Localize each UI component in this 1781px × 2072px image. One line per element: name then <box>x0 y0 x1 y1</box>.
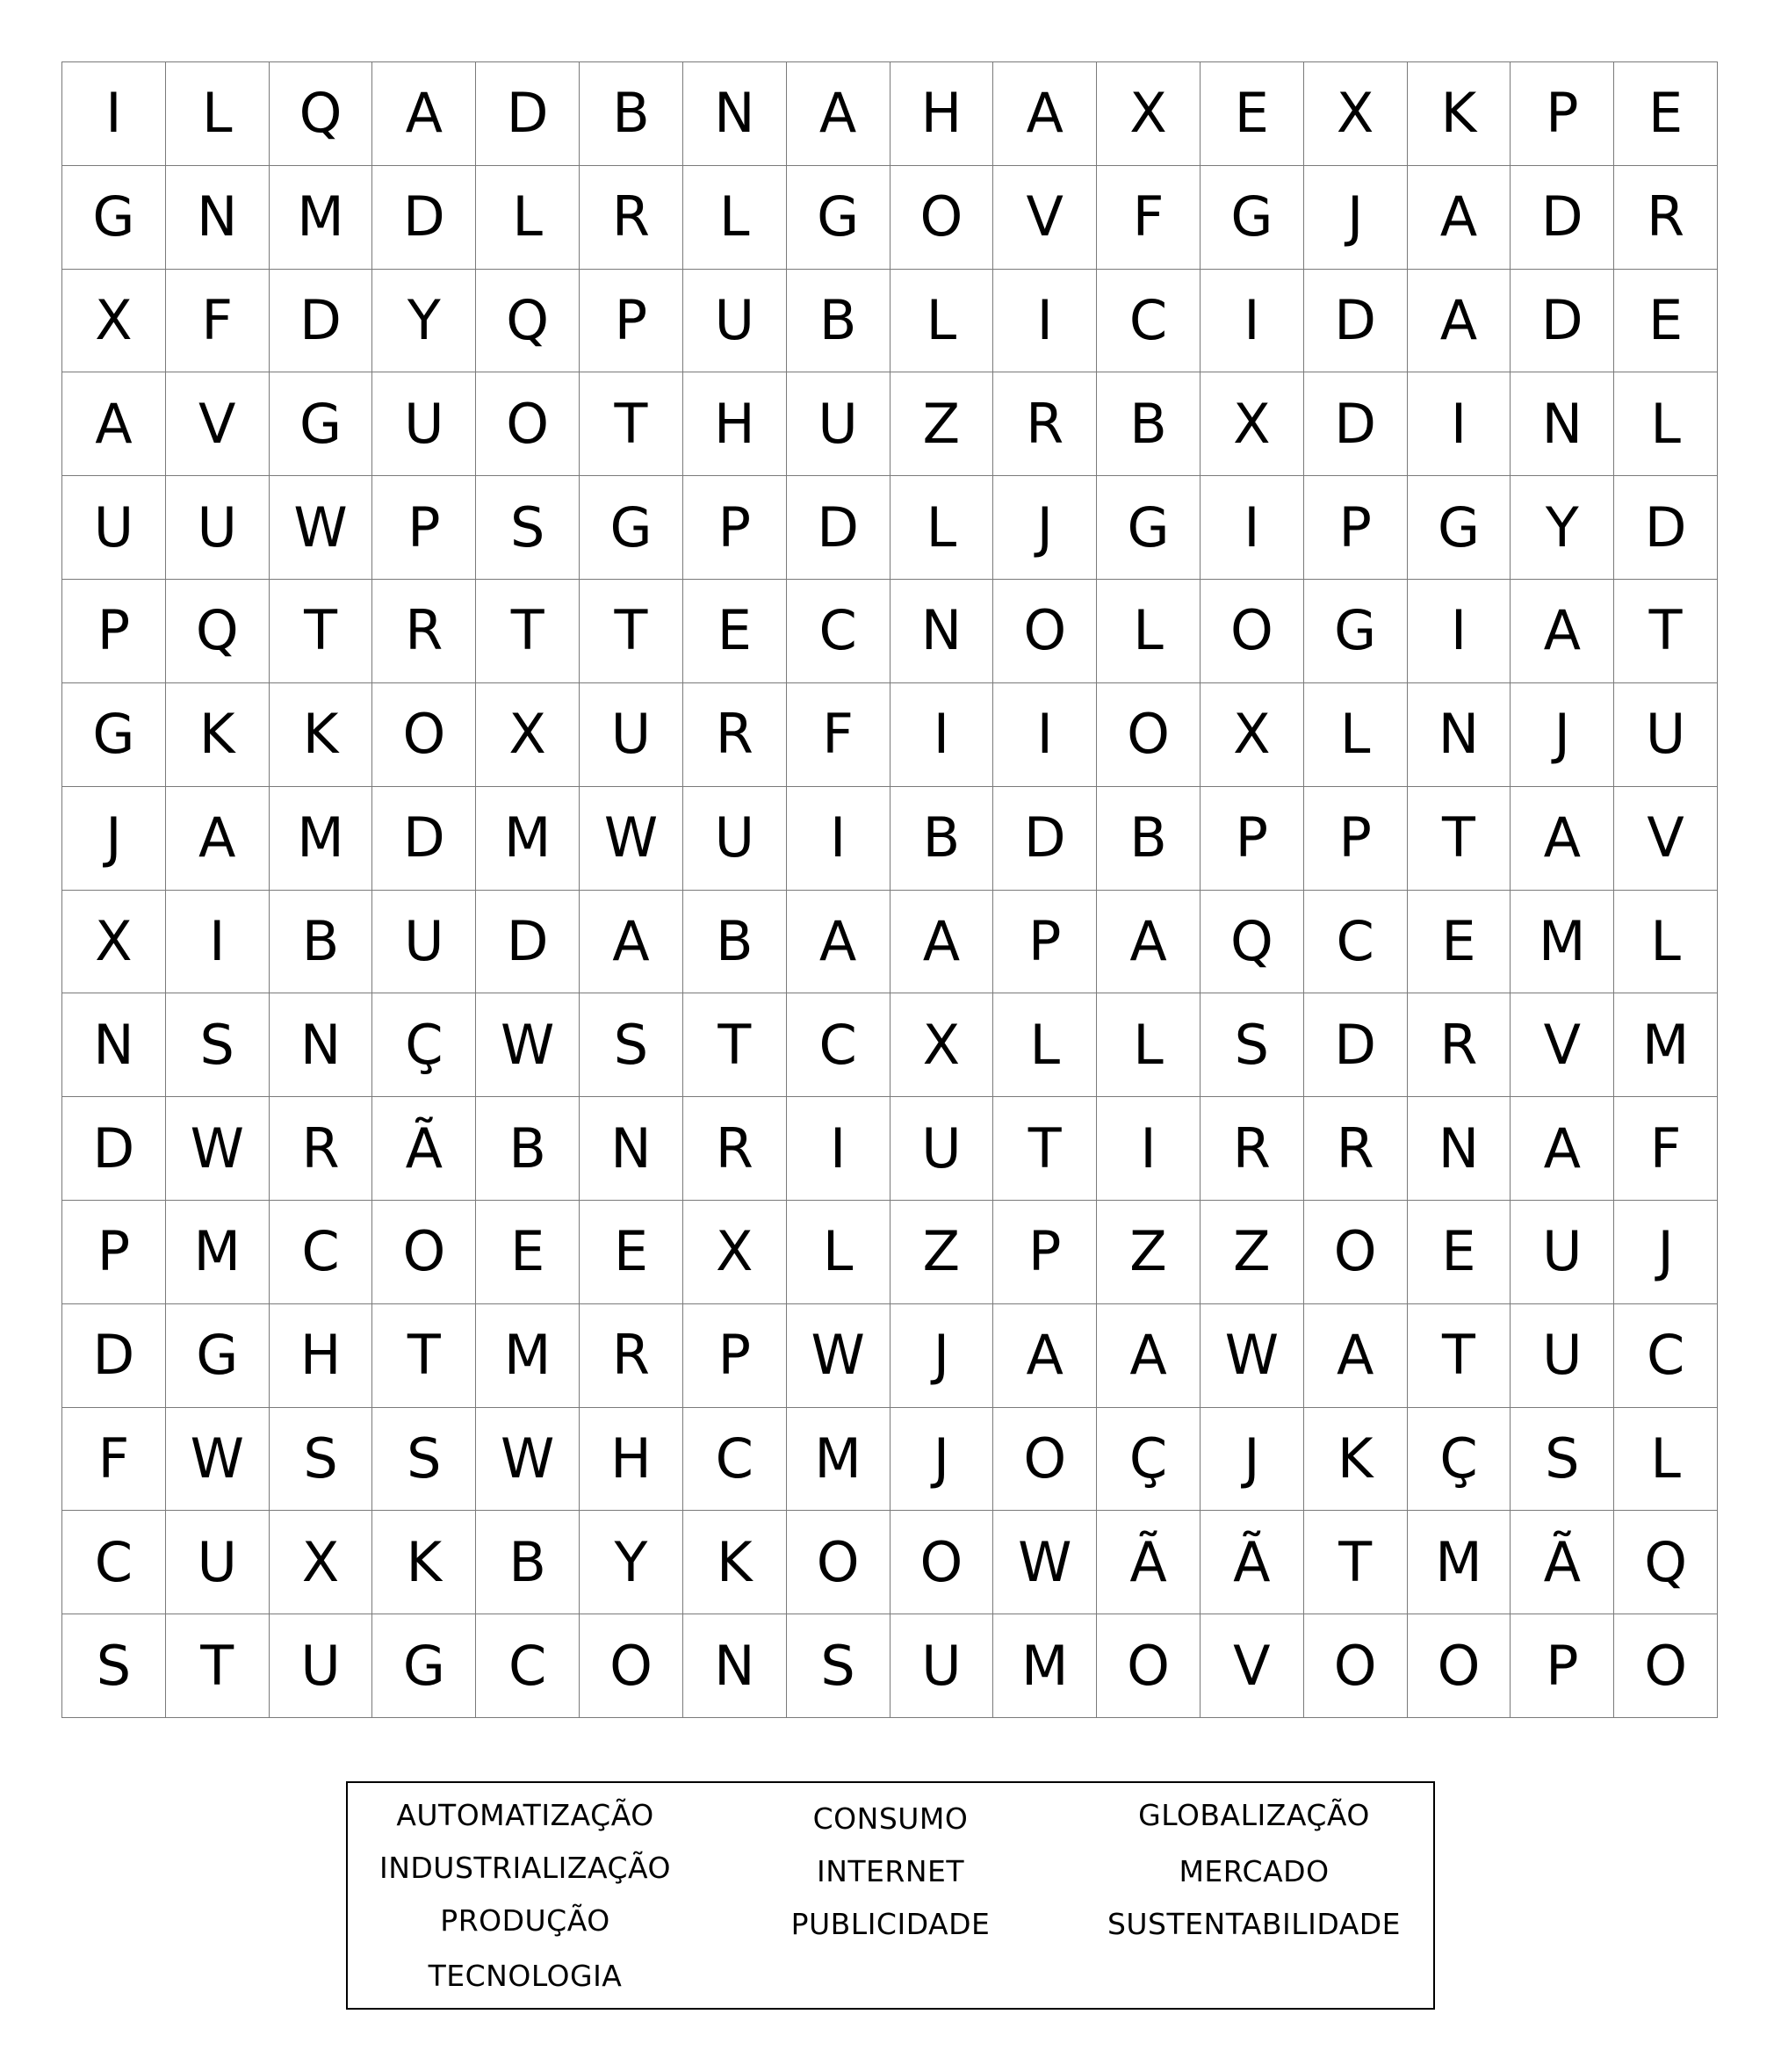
grid-cell[interactable]: G <box>787 166 890 270</box>
grid-cell[interactable]: R <box>683 1097 787 1201</box>
grid-cell[interactable]: N <box>1408 1097 1511 1201</box>
grid-cell[interactable]: Q <box>270 62 373 166</box>
grid-cell[interactable]: Y <box>580 1511 683 1614</box>
grid-cell[interactable]: M <box>787 1408 890 1512</box>
grid-cell[interactable]: U <box>890 1614 994 1718</box>
grid-cell[interactable]: U <box>683 787 787 891</box>
grid-cell[interactable]: X <box>1304 62 1408 166</box>
grid-cell[interactable]: Y <box>1511 476 1614 580</box>
grid-cell[interactable]: L <box>890 476 994 580</box>
word-item: AUTOMATIZAÇÃO <box>396 1798 654 1832</box>
grid-cell[interactable]: P <box>62 580 166 683</box>
grid-cell[interactable]: T <box>580 580 683 683</box>
grid-cell[interactable]: U <box>1614 683 1718 787</box>
grid-cell[interactable]: X <box>62 891 166 994</box>
grid-cell[interactable]: D <box>476 891 580 994</box>
grid-cell[interactable]: R <box>1408 993 1511 1097</box>
grid-cell[interactable]: B <box>270 891 373 994</box>
grid-cell[interactable]: O <box>993 1408 1097 1512</box>
grid-cell[interactable]: M <box>270 166 373 270</box>
grid-cell[interactable]: D <box>372 787 476 891</box>
grid-cell[interactable]: B <box>476 1511 580 1614</box>
grid-cell[interactable]: B <box>1097 787 1201 891</box>
grid-cell[interactable]: V <box>1511 993 1614 1097</box>
grid-cell[interactable]: K <box>683 1511 787 1614</box>
grid-cell[interactable]: O <box>1304 1614 1408 1718</box>
grid-cell[interactable]: U <box>166 1511 270 1614</box>
grid-cell[interactable]: C <box>1614 1304 1718 1408</box>
grid-cell[interactable]: Z <box>890 1201 994 1304</box>
grid-cell[interactable]: O <box>993 580 1097 683</box>
grid-cell[interactable]: J <box>993 476 1097 580</box>
grid-cell[interactable]: O <box>372 1201 476 1304</box>
grid-cell[interactable]: G <box>580 476 683 580</box>
grid-cell[interactable]: A <box>1511 787 1614 891</box>
grid-cell[interactable]: D <box>993 787 1097 891</box>
grid-cell[interactable]: I <box>62 62 166 166</box>
grid-cell[interactable]: I <box>993 683 1097 787</box>
grid-cell[interactable]: L <box>476 166 580 270</box>
grid-cell[interactable]: T <box>1614 580 1718 683</box>
grid-cell[interactable]: R <box>683 683 787 787</box>
grid-cell[interactable]: C <box>1304 891 1408 994</box>
grid-cell[interactable]: K <box>1408 62 1511 166</box>
word-item: MERCADO <box>1179 1854 1330 1888</box>
grid-cell[interactable]: M <box>993 1614 1097 1718</box>
grid-cell[interactable]: L <box>787 1201 890 1304</box>
grid-cell[interactable]: A <box>787 62 890 166</box>
grid-cell[interactable]: C <box>270 1201 373 1304</box>
grid-cell[interactable]: E <box>476 1201 580 1304</box>
grid-cell[interactable]: P <box>372 476 476 580</box>
grid-cell[interactable]: T <box>166 1614 270 1718</box>
grid-cell[interactable]: T <box>1408 1304 1511 1408</box>
grid-cell[interactable]: K <box>372 1511 476 1614</box>
grid-cell[interactable]: F <box>787 683 890 787</box>
grid-cell[interactable]: D <box>1304 270 1408 373</box>
grid-cell[interactable]: U <box>166 476 270 580</box>
word-item: PUBLICIDADE <box>790 1907 991 1941</box>
grid-cell[interactable]: D <box>476 62 580 166</box>
grid-cell[interactable]: J <box>1614 1201 1718 1304</box>
grid-cell[interactable]: E <box>683 580 787 683</box>
grid-cell[interactable]: N <box>1408 683 1511 787</box>
grid-cell[interactable]: C <box>787 580 890 683</box>
grid-cell[interactable]: X <box>62 270 166 373</box>
grid-cell[interactable]: I <box>166 891 270 994</box>
grid-cell[interactable]: A <box>1511 580 1614 683</box>
grid-cell[interactable]: Ç <box>372 993 476 1097</box>
word-item: CONSUMO <box>812 1801 969 1836</box>
grid-cell[interactable]: N <box>1511 372 1614 476</box>
grid-cell[interactable]: O <box>580 1614 683 1718</box>
grid-cell[interactable]: C <box>683 1408 787 1512</box>
grid-cell[interactable]: P <box>1511 1614 1614 1718</box>
grid-cell[interactable]: A <box>62 372 166 476</box>
grid-cell[interactable]: A <box>580 891 683 994</box>
grid-cell[interactable]: D <box>787 476 890 580</box>
grid-cell[interactable]: A <box>787 891 890 994</box>
grid-cell[interactable]: O <box>1304 1201 1408 1304</box>
grid-cell[interactable]: E <box>1408 891 1511 994</box>
grid-cell[interactable]: B <box>1097 372 1201 476</box>
grid-cell[interactable]: G <box>1201 166 1304 270</box>
grid-cell[interactable]: P <box>580 270 683 373</box>
grid-cell[interactable]: S <box>787 1614 890 1718</box>
grid-cell[interactable]: S <box>62 1614 166 1718</box>
grid-cell[interactable]: A <box>1408 166 1511 270</box>
grid-cell[interactable]: F <box>1614 1097 1718 1201</box>
word-search-grid <box>61 61 1718 1718</box>
grid-cell[interactable]: P <box>1304 476 1408 580</box>
grid-cell[interactable]: R <box>270 1097 373 1201</box>
grid-cell[interactable]: T <box>1304 1511 1408 1614</box>
grid-cell[interactable]: Ã <box>372 1097 476 1201</box>
word-item: SUSTENTABILIDADE <box>1107 1907 1402 1941</box>
grid-cell[interactable]: P <box>1511 62 1614 166</box>
grid-cell[interactable]: Ç <box>1408 1408 1511 1512</box>
grid-cell[interactable]: L <box>890 270 994 373</box>
grid-cell[interactable]: D <box>1614 476 1718 580</box>
grid-cell[interactable]: U <box>372 372 476 476</box>
grid-cell[interactable]: B <box>890 787 994 891</box>
grid-cell[interactable]: W <box>787 1304 890 1408</box>
grid-cell[interactable]: I <box>993 270 1097 373</box>
grid-cell[interactable]: M <box>1408 1511 1511 1614</box>
grid-cell[interactable]: D <box>270 270 373 373</box>
grid-cell[interactable]: P <box>683 1304 787 1408</box>
word-item: GLOBALIZAÇÃO <box>1138 1798 1370 1832</box>
grid-cell[interactable]: K <box>1304 1408 1408 1512</box>
grid-cell[interactable]: G <box>1408 476 1511 580</box>
grid-cell[interactable]: O <box>1097 1614 1201 1718</box>
grid-cell[interactable]: O <box>1201 580 1304 683</box>
grid-cell[interactable]: P <box>993 891 1097 994</box>
grid-cell[interactable]: S <box>580 993 683 1097</box>
grid-cell[interactable]: Q <box>166 580 270 683</box>
grid-cell[interactable]: J <box>1304 166 1408 270</box>
grid-cell[interactable]: T <box>993 1097 1097 1201</box>
grid-cell[interactable]: A <box>166 787 270 891</box>
grid-cell[interactable]: V <box>1201 1614 1304 1718</box>
grid-cell[interactable]: X <box>270 1511 373 1614</box>
grid-cell[interactable]: W <box>1201 1304 1304 1408</box>
grid-cell[interactable]: W <box>476 1408 580 1512</box>
grid-cell[interactable]: T <box>1408 787 1511 891</box>
grid-cell[interactable]: T <box>270 580 373 683</box>
grid-cell[interactable]: V <box>1614 787 1718 891</box>
grid-cell[interactable]: U <box>62 476 166 580</box>
grid-cell[interactable]: F <box>166 270 270 373</box>
grid-cell[interactable]: K <box>166 683 270 787</box>
grid-cell[interactable]: B <box>476 1097 580 1201</box>
grid-cell[interactable]: D <box>62 1097 166 1201</box>
grid-cell[interactable]: L <box>993 993 1097 1097</box>
grid-cell[interactable]: L <box>1097 993 1201 1097</box>
grid-cell[interactable]: X <box>1201 683 1304 787</box>
grid-cell[interactable]: A <box>1097 1304 1201 1408</box>
grid-cell[interactable]: N <box>580 1097 683 1201</box>
grid-cell[interactable]: M <box>270 787 373 891</box>
grid-cell[interactable]: O <box>890 166 994 270</box>
grid-cell[interactable]: N <box>270 993 373 1097</box>
grid-cell[interactable]: N <box>166 166 270 270</box>
grid-cell[interactable]: A <box>1511 1097 1614 1201</box>
grid-cell[interactable]: L <box>1614 372 1718 476</box>
grid-cell[interactable]: A <box>1408 270 1511 373</box>
grid-cell[interactable]: P <box>683 476 787 580</box>
grid-cell[interactable]: L <box>1304 683 1408 787</box>
grid-cell[interactable]: J <box>1511 683 1614 787</box>
grid-cell[interactable]: Ã <box>1097 1511 1201 1614</box>
grid-cell[interactable]: W <box>580 787 683 891</box>
grid-cell[interactable]: I <box>890 683 994 787</box>
grid-cell[interactable]: Z <box>1201 1201 1304 1304</box>
grid-cell[interactable]: I <box>1408 372 1511 476</box>
grid-cell[interactable]: R <box>580 1304 683 1408</box>
grid-cell[interactable]: J <box>1201 1408 1304 1512</box>
grid-cell[interactable]: G <box>270 372 373 476</box>
grid-cell[interactable]: F <box>1097 166 1201 270</box>
grid-cell[interactable]: H <box>580 1408 683 1512</box>
grid-cell[interactable]: T <box>476 580 580 683</box>
grid-cell[interactable]: D <box>62 1304 166 1408</box>
grid-cell[interactable]: E <box>1614 270 1718 373</box>
grid-cell[interactable]: M <box>1511 891 1614 994</box>
grid-cell[interactable]: V <box>993 166 1097 270</box>
grid-cell[interactable]: I <box>1408 580 1511 683</box>
grid-cell[interactable]: M <box>1614 993 1718 1097</box>
grid-cell[interactable]: S <box>166 993 270 1097</box>
grid-cell[interactable]: Y <box>372 270 476 373</box>
word-list-box <box>346 1781 1435 2010</box>
grid-cell[interactable]: S <box>476 476 580 580</box>
grid-cell[interactable]: N <box>683 1614 787 1718</box>
grid-cell[interactable]: W <box>993 1511 1097 1614</box>
grid-cell[interactable]: O <box>1614 1614 1718 1718</box>
grid-cell[interactable]: E <box>1614 62 1718 166</box>
grid-cell[interactable]: M <box>476 1304 580 1408</box>
grid-cell[interactable]: C <box>787 993 890 1097</box>
grid-cell[interactable]: Q <box>476 270 580 373</box>
grid-cell[interactable]: A <box>993 1304 1097 1408</box>
grid-cell[interactable]: R <box>1201 1097 1304 1201</box>
grid-cell[interactable]: X <box>476 683 580 787</box>
grid-cell[interactable]: A <box>372 62 476 166</box>
grid-cell[interactable]: L <box>1614 1408 1718 1512</box>
grid-cell[interactable]: A <box>1304 1304 1408 1408</box>
grid-cell[interactable]: P <box>1201 787 1304 891</box>
grid-cell[interactable]: I <box>1201 476 1304 580</box>
word-item: INTERNET <box>816 1854 965 1888</box>
word-item: TECNOLOGIA <box>428 1959 623 1993</box>
grid-cell[interactable]: H <box>683 372 787 476</box>
grid-cell[interactable]: D <box>1304 372 1408 476</box>
grid-cell[interactable]: U <box>580 683 683 787</box>
grid-cell[interactable]: S <box>270 1408 373 1512</box>
grid-cell[interactable]: P <box>1304 787 1408 891</box>
grid-cell[interactable]: J <box>62 787 166 891</box>
grid-cell[interactable]: T <box>580 372 683 476</box>
grid-cell[interactable]: X <box>1097 62 1201 166</box>
grid-cell[interactable]: S <box>1511 1408 1614 1512</box>
grid-cell[interactable]: P <box>993 1201 1097 1304</box>
grid-cell[interactable]: U <box>270 1614 373 1718</box>
grid-cell[interactable]: E <box>580 1201 683 1304</box>
grid-cell[interactable]: U <box>890 1097 994 1201</box>
grid-cell[interactable]: D <box>1511 166 1614 270</box>
grid-cell[interactable]: I <box>787 1097 890 1201</box>
word-item: INDUSTRIALIZAÇÃO <box>379 1851 672 1885</box>
grid-cell[interactable]: A <box>993 62 1097 166</box>
grid-cell[interactable]: P <box>62 1201 166 1304</box>
grid-cell[interactable]: J <box>890 1304 994 1408</box>
grid-cell[interactable]: Ã <box>1511 1511 1614 1614</box>
grid-cell[interactable]: J <box>890 1408 994 1512</box>
grid-cell[interactable]: M <box>476 787 580 891</box>
grid-cell[interactable]: A <box>890 891 994 994</box>
grid-cell[interactable]: I <box>1201 270 1304 373</box>
grid-cell[interactable]: U <box>1511 1201 1614 1304</box>
grid-cell[interactable]: A <box>1097 891 1201 994</box>
grid-cell[interactable]: F <box>62 1408 166 1512</box>
grid-cell[interactable]: L <box>683 166 787 270</box>
grid-cell[interactable]: D <box>1511 270 1614 373</box>
grid-cell[interactable]: X <box>683 1201 787 1304</box>
grid-cell[interactable]: L <box>1097 580 1201 683</box>
grid-cell[interactable]: Z <box>1097 1201 1201 1304</box>
grid-cell[interactable]: E <box>1201 62 1304 166</box>
grid-cell[interactable]: U <box>1511 1304 1614 1408</box>
grid-cell[interactable]: G <box>1097 476 1201 580</box>
grid-cell[interactable]: C <box>62 1511 166 1614</box>
grid-cell[interactable]: C <box>1097 270 1201 373</box>
grid-cell[interactable]: G <box>62 683 166 787</box>
grid-cell[interactable]: O <box>476 372 580 476</box>
grid-cell[interactable]: W <box>166 1408 270 1512</box>
grid-cell[interactable]: T <box>683 993 787 1097</box>
grid-cell[interactable]: E <box>1408 1201 1511 1304</box>
grid-cell[interactable]: Z <box>890 372 994 476</box>
word-item: PRODUÇÃO <box>440 1903 610 1938</box>
grid-cell[interactable]: K <box>270 683 373 787</box>
grid-cell[interactable]: O <box>890 1511 994 1614</box>
grid-cell[interactable]: G <box>62 166 166 270</box>
grid-cell[interactable]: N <box>62 993 166 1097</box>
grid-cell[interactable]: W <box>166 1097 270 1201</box>
grid-cell[interactable]: W <box>270 476 373 580</box>
grid-cell[interactable]: X <box>890 993 994 1097</box>
grid-cell[interactable]: B <box>787 270 890 373</box>
grid-cell[interactable]: U <box>683 270 787 373</box>
grid-cell[interactable]: G <box>166 1304 270 1408</box>
grid-cell[interactable]: X <box>1201 372 1304 476</box>
grid-cell[interactable]: R <box>372 580 476 683</box>
grid-cell[interactable]: W <box>476 993 580 1097</box>
grid-cell[interactable]: H <box>270 1304 373 1408</box>
grid-cell[interactable]: R <box>993 372 1097 476</box>
grid-cell[interactable]: G <box>1304 580 1408 683</box>
grid-cell[interactable]: L <box>166 62 270 166</box>
grid-cell[interactable]: R <box>580 166 683 270</box>
grid-cell[interactable]: I <box>787 787 890 891</box>
grid-cell[interactable]: Q <box>1614 1511 1718 1614</box>
grid-cell[interactable]: D <box>1304 993 1408 1097</box>
grid-cell[interactable]: I <box>1097 1097 1201 1201</box>
grid-cell[interactable]: R <box>1304 1097 1408 1201</box>
grid-cell[interactable]: V <box>166 372 270 476</box>
grid-cell[interactable]: B <box>580 62 683 166</box>
grid-cell[interactable]: C <box>476 1614 580 1718</box>
grid-cell[interactable]: O <box>787 1511 890 1614</box>
grid-cell[interactable]: D <box>372 166 476 270</box>
grid-cell[interactable]: L <box>1614 891 1718 994</box>
grid-cell[interactable]: B <box>683 891 787 994</box>
grid-cell[interactable]: Ç <box>1097 1408 1201 1512</box>
grid-cell[interactable]: H <box>890 62 994 166</box>
grid-cell[interactable]: O <box>1097 683 1201 787</box>
grid-cell[interactable]: R <box>1614 166 1718 270</box>
grid-cell[interactable]: G <box>372 1614 476 1718</box>
grid-cell[interactable]: Ã <box>1201 1511 1304 1614</box>
grid-cell[interactable]: N <box>890 580 994 683</box>
grid-cell[interactable]: O <box>1408 1614 1511 1718</box>
grid-cell[interactable]: M <box>166 1201 270 1304</box>
grid-cell[interactable]: N <box>683 62 787 166</box>
grid-cell[interactable]: S <box>372 1408 476 1512</box>
grid-cell[interactable]: Q <box>1201 891 1304 994</box>
grid-cell[interactable]: S <box>1201 993 1304 1097</box>
grid-cell[interactable]: O <box>372 683 476 787</box>
grid-cell[interactable]: T <box>372 1304 476 1408</box>
grid-cell[interactable]: U <box>372 891 476 994</box>
grid-cell[interactable]: U <box>787 372 890 476</box>
